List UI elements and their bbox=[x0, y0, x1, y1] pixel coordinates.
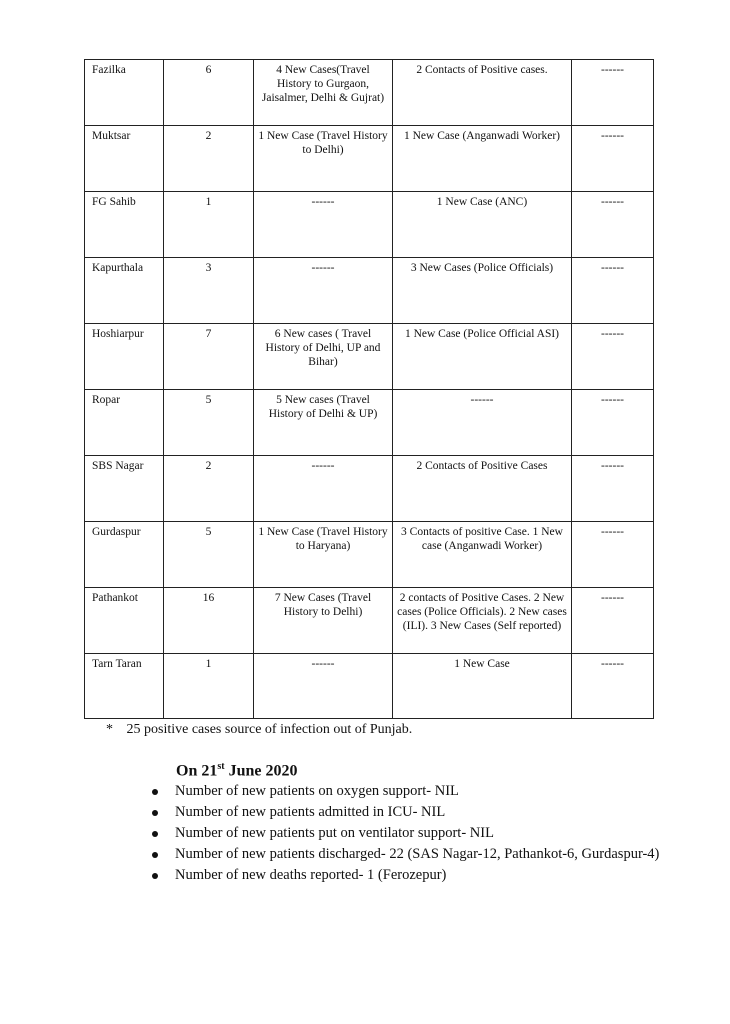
bullet-icon bbox=[152, 789, 158, 795]
travel-history-cell: 1 New Case (Travel History to Delhi) bbox=[254, 126, 393, 192]
count-cell: 2 bbox=[164, 456, 254, 522]
other-cell: ------ bbox=[572, 192, 654, 258]
local-cases-cell: 2 Contacts of Positive Cases bbox=[393, 456, 572, 522]
list-item bbox=[150, 802, 670, 823]
local-cases-cell: 1 New Case (ANC) bbox=[393, 192, 572, 258]
travel-history-cell: 5 New cases (Travel History of Delhi & UP) bbox=[254, 390, 393, 456]
district-cell: Tarn Taran bbox=[85, 654, 164, 719]
other-cell: ------ bbox=[572, 324, 654, 390]
list-item bbox=[150, 865, 670, 886]
count-cell: 2 bbox=[164, 126, 254, 192]
district-cell: Pathankot bbox=[85, 588, 164, 654]
table-row bbox=[85, 258, 654, 324]
list-item-text: Number of new patients admitted in ICU- NIL bbox=[175, 804, 446, 820]
summary-heading-sup: st bbox=[217, 761, 225, 772]
other-cell: ------ bbox=[572, 522, 654, 588]
local-cases-cell: 3 New Cases (Police Officials) bbox=[393, 258, 572, 324]
summary-heading-suffix: June 2020 bbox=[224, 762, 298, 780]
other-cell: ------ bbox=[572, 258, 654, 324]
local-cases-cell: 2 contacts of Positive Cases. 2 New cases (Police Officials). 2 New cases (ILI). 3 New Cases (Self reported) bbox=[393, 588, 572, 654]
summary-heading-prefix: On 21 bbox=[176, 762, 218, 780]
list-item bbox=[150, 844, 670, 865]
footnote-marker: * bbox=[106, 722, 113, 737]
local-cases-cell: 1 New Case (Police Official ASI) bbox=[393, 324, 572, 390]
district-cell: Gurdaspur bbox=[85, 522, 164, 588]
bullet-icon bbox=[152, 852, 158, 858]
district-cell: Ropar bbox=[85, 390, 164, 456]
count-cell: 1 bbox=[164, 654, 254, 719]
other-cell: ------ bbox=[572, 390, 654, 456]
count-cell: 1 bbox=[164, 192, 254, 258]
travel-history-cell: 4 New Cases(Travel History to Gurgaon, Jaisalmer, Delhi & Gujrat) bbox=[254, 60, 393, 126]
table-row bbox=[85, 324, 654, 390]
summary-list bbox=[150, 781, 670, 886]
count-cell: 16 bbox=[164, 588, 254, 654]
list-item-text: Number of new deaths reported- 1 (Ferozepur) bbox=[175, 867, 447, 883]
count-cell: 3 bbox=[164, 258, 254, 324]
local-cases-cell: 2 Contacts of Positive cases. bbox=[393, 60, 572, 126]
other-cell: ------ bbox=[572, 126, 654, 192]
table-row bbox=[85, 192, 654, 258]
list-item-text: Number of new patients discharged- 22 (SAS Nagar-12, Pathankot-6, Gurdaspur-4) bbox=[175, 846, 660, 862]
other-cell: ------ bbox=[572, 456, 654, 522]
footnote-text: 25 positive cases source of infection out of Punjab. bbox=[126, 722, 413, 737]
table-footnote bbox=[106, 722, 412, 738]
local-cases-cell: 3 Contacts of positive Case. 1 New case (Anganwadi Worker) bbox=[393, 522, 572, 588]
bullet-icon bbox=[152, 831, 158, 837]
summary-heading bbox=[176, 761, 297, 780]
travel-history-cell: ------ bbox=[254, 654, 393, 719]
travel-history-cell: 6 New cases ( Travel History of Delhi, UP and Bihar) bbox=[254, 324, 393, 390]
list-item-text: Number of new patients put on ventilator support- NIL bbox=[175, 825, 494, 841]
district-cases-table-container bbox=[84, 59, 654, 719]
other-cell: ------ bbox=[572, 654, 654, 719]
bullet-icon bbox=[152, 873, 158, 879]
local-cases-cell: 1 New Case (Anganwadi Worker) bbox=[393, 126, 572, 192]
table-row bbox=[85, 654, 654, 719]
count-cell: 5 bbox=[164, 522, 254, 588]
district-cell: SBS Nagar bbox=[85, 456, 164, 522]
list-item bbox=[150, 823, 670, 844]
count-cell: 6 bbox=[164, 60, 254, 126]
travel-history-cell: ------ bbox=[254, 192, 393, 258]
table-row bbox=[85, 126, 654, 192]
table-row bbox=[85, 522, 654, 588]
travel-history-cell: 7 New Cases (Travel History to Delhi) bbox=[254, 588, 393, 654]
count-cell: 5 bbox=[164, 390, 254, 456]
district-cell: FG Sahib bbox=[85, 192, 164, 258]
other-cell: ------ bbox=[572, 60, 654, 126]
table-row bbox=[85, 588, 654, 654]
table-row bbox=[85, 456, 654, 522]
table-row bbox=[85, 60, 654, 126]
district-cell: Hoshiarpur bbox=[85, 324, 164, 390]
district-cell: Kapurthala bbox=[85, 258, 164, 324]
bullet-icon bbox=[152, 810, 158, 816]
list-item bbox=[150, 781, 670, 802]
travel-history-cell: 1 New Case (Travel History to Haryana) bbox=[254, 522, 393, 588]
local-cases-cell: ------ bbox=[393, 390, 572, 456]
district-cell: Muktsar bbox=[85, 126, 164, 192]
other-cell: ------ bbox=[572, 588, 654, 654]
travel-history-cell: ------ bbox=[254, 456, 393, 522]
table-row bbox=[85, 390, 654, 456]
local-cases-cell: 1 New Case bbox=[393, 654, 572, 719]
travel-history-cell: ------ bbox=[254, 258, 393, 324]
district-cell: Fazilka bbox=[85, 60, 164, 126]
list-item-text: Number of new patients on oxygen support- NIL bbox=[175, 783, 459, 799]
district-cases-table bbox=[84, 59, 654, 719]
count-cell: 7 bbox=[164, 324, 254, 390]
